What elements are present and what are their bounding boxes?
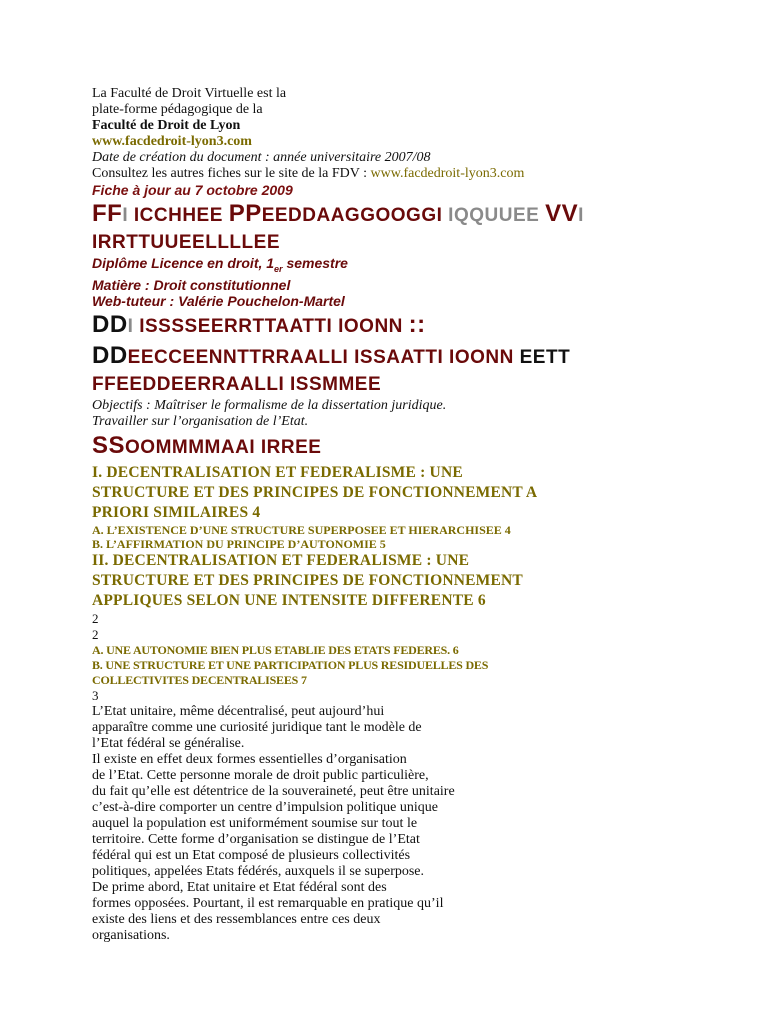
dissert-title-part: EECCEENNTTRRAALLI [127,346,349,368]
page-number: 2 [92,610,99,626]
toc-part-2-b-line-1[interactable]: B. UNE STRUCTURE ET UNE PARTICIPATION PLUS RESIDUELLES DES [92,657,489,672]
fiche-title-part: I [578,205,584,226]
dissert-title-part: :: [408,310,426,338]
dissert-title-line-2 [92,342,732,373]
fiche-title-part: PP [228,200,262,227]
body-line: Il existe en effet deux formes essentielles d’organisation [92,751,407,767]
intro-line-1: La Faculté de Droit Virtuelle est la [92,86,287,101]
fiche-title-part: I [122,205,129,226]
dissert-title-part: DD [92,341,128,369]
objectif-line-2: Travailler sur l’organisation de l’Etat. [92,413,309,429]
body-line: apparaître comme une curiosité juridique tant le modèle de [92,719,422,735]
page-number: 2 [92,626,99,642]
body-line: existe des liens et des ressemblances entre ces deux [92,911,381,927]
body-text [92,704,732,944]
diplome-text-end: semestre [282,255,348,271]
dissert-title-line-3 [92,373,732,398]
faculty-name: Faculté de Droit de Lyon [92,118,241,133]
page-number: 3 [92,687,99,703]
fiche-title-part: EEDDAAGGOOGGI [261,205,443,226]
dissert-title-line-1 [92,311,732,342]
dissert-title-part: ISSMMEE [284,373,382,395]
toc-part-1-line-2[interactable]: STRUCTURE ET DES PRINCIPES DE FONCTIONNEMENT A [92,483,538,501]
dissert-title-part: DD [92,310,128,338]
diplome-line [92,255,732,277]
sommaire-part: OOMMMMAAI [125,436,256,458]
matiere-line: Matière : Droit constitutionnel [92,276,291,293]
body-line: L’Etat unitaire, même décentralisé, peut aujourd’hui [92,703,385,719]
dissert-title-part: ISSSSEERRTTAATTI [133,315,333,337]
body-line: c’est-à-dire comporter un centre d’impulsion politique unique [92,799,439,815]
body-line: du fait qu’elle est détentrice de la souveraineté, peut être unitaire [92,783,455,799]
toc-part-2-a[interactable]: A. UNE AUTONOMIE BIEN PLUS ETABLIE DES ETATS FEDERES. 6 [92,642,459,657]
body-line: de l’Etat. Cette personne morale de droit public particulière, [92,767,429,783]
fiche-title [92,200,732,231]
fiche-title-part: ICCHHEE [128,205,229,226]
tuteur-line: Web-tuteur : Valérie Pouchelon-Martel [92,292,345,309]
body-line: politiques, appelées Etats fédérés, auxquels il se superpose. [92,863,425,879]
consult-line [92,166,732,182]
dissert-title-part: ISSAATTI [348,346,444,368]
body-line: l’Etat fédéral se généralise. [92,735,245,751]
body-line: territoire. Cette forme d’organisation se distingue de l’Etat [92,831,420,847]
consult-link[interactable]: www.facdedroit-lyon3.com [370,166,525,181]
toc-part-2-line-3[interactable]: APPLIQUES SELON UNE INTENSITE DIFFERENTE 6 [92,591,486,609]
diplome-text: Diplôme Licence en droit, 1 [92,255,275,271]
fiche-title-line-2: IRRTTUUEELLLLEE [92,232,280,253]
body-line: De prime abord, Etat unitaire et Etat fédéral sont des [92,879,387,895]
toc-part-2-b-line-2[interactable]: COLLECTIVITES DECENTRALISEES 7 [92,672,307,687]
toc-part-1-b[interactable]: B. L’AFFIRMATION DU PRINCIPE D’AUTONOMIE 5 [92,536,386,551]
intro-line-2: plate-forme pédagogique de la [92,102,263,117]
sommaire-part: IRREE [255,436,322,458]
site-link[interactable]: www.facdedroit-lyon3.com [92,134,252,149]
fiche-title-part: IQQUUEE [442,205,546,226]
toc-part-2-line-1[interactable]: II. DECENTRALISATION ET FEDERALISME : UNE [92,551,470,569]
dissert-title-part: IOONN [332,315,409,337]
toc-part-2-line-2[interactable]: STRUCTURE ET DES PRINCIPES DE FONCTIONNEMENT [92,571,523,589]
consult-text: Consultez les autres fiches sur le site de la FDV : [92,166,371,181]
body-line: fédéral qui est un Etat composé de plusieurs collectivités [92,847,411,863]
objectif-line-1: Objectifs : Maîtriser le formalisme de la dissertation juridique. [92,397,447,413]
dissert-title-part: I [127,315,134,337]
dissert-title-part: FFEEDDEERRAALLI [92,373,285,395]
document-page [92,86,732,944]
toc-part-1-a[interactable]: A. L’EXISTENCE D’UNE STRUCTURE SUPERPOSEE ET HIERARCHISEE 4 [92,522,511,537]
sommaire-title [92,432,732,463]
diplome-sup: er [274,263,283,274]
fiche-title-part: FF [92,200,123,227]
body-line: organisations. [92,927,170,943]
update-date: Fiche à jour au 7 octobre 2009 [92,182,293,198]
toc-part-1-line-3[interactable]: PRIORI SIMILAIRES 4 [92,503,261,521]
fiche-title-part: VV [545,200,579,227]
sommaire-part: SS [92,431,126,459]
body-line: auquel la population est uniformément soumise sur tout le [92,815,418,831]
toc-part-1-line-1[interactable]: I. DECENTRALISATION ET FEDERALISME : UNE [92,463,463,481]
body-line: formes opposées. Pourtant, il est remarquable en pratique qu’il [92,895,444,911]
dissert-title-part: EETT [519,346,571,368]
dissert-title-part: IOONN [443,346,520,368]
creation-date: Date de création du document : année universitaire 2007/08 [92,150,431,165]
